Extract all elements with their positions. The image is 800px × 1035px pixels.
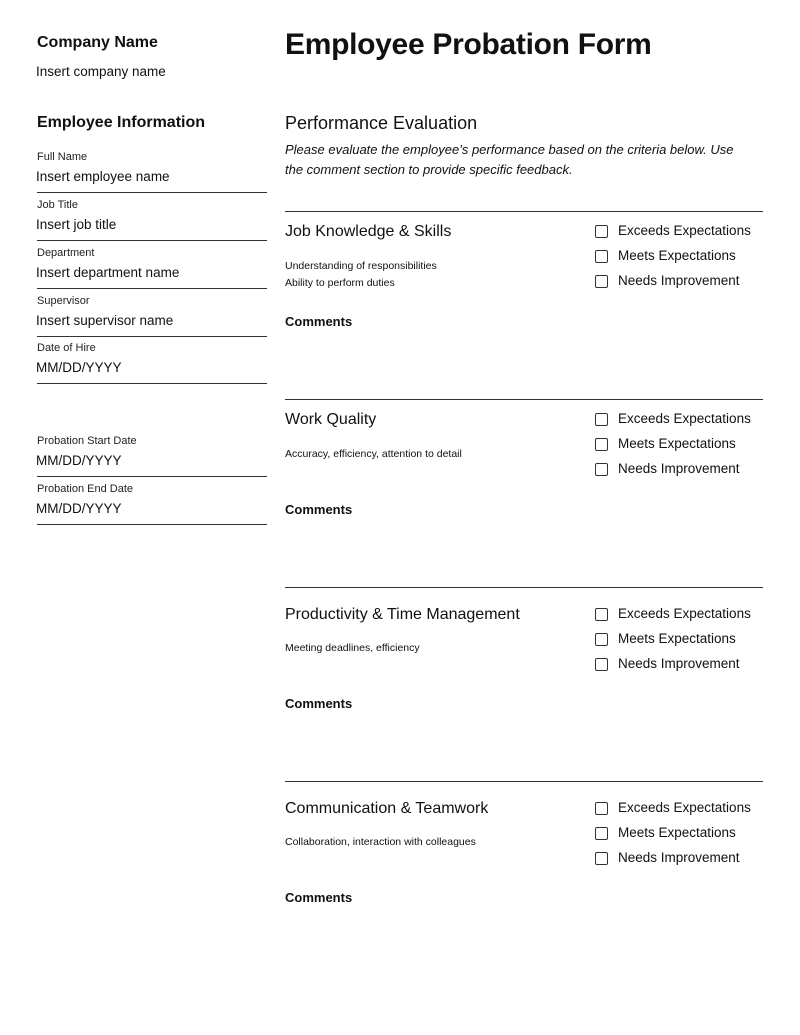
page-title: Employee Probation Form — [285, 28, 652, 61]
option-label: Exceeds Expectations — [618, 800, 751, 815]
full-name-input[interactable]: Insert employee name — [36, 169, 170, 184]
option-label: Needs Improvement — [618, 850, 740, 865]
checkbox[interactable] — [595, 658, 608, 671]
job-title-field[interactable] — [37, 199, 267, 241]
criteria-text: Collaboration, interaction with colleagues — [285, 836, 476, 848]
option-label: Exceeds Expectations — [618, 411, 751, 426]
checkbox[interactable] — [595, 852, 608, 865]
field-label: Full Name — [37, 151, 88, 163]
employee-info-heading: Employee Information — [37, 114, 206, 131]
section-title: Productivity & Time Management — [285, 606, 520, 623]
probation-start-field[interactable] — [37, 435, 267, 477]
checkbox[interactable] — [595, 438, 608, 451]
probation-start-input[interactable]: MM/DD/YYYY — [36, 453, 122, 468]
checkbox[interactable] — [595, 633, 608, 646]
field-label: Probation End Date — [37, 483, 134, 495]
option-label: Meets Expectations — [618, 436, 736, 451]
field-label: Probation Start Date — [37, 435, 137, 447]
criteria-text: Ability to perform duties — [285, 277, 395, 289]
checkbox[interactable] — [595, 802, 608, 815]
option-label: Needs Improvement — [618, 461, 740, 476]
option-label: Exceeds Expectations — [618, 223, 751, 238]
option-label: Needs Improvement — [618, 656, 740, 671]
evaluation-instructions: Please evaluate the employee’s performance based on the criteria below. Use the comment section to provide specific feedback. — [285, 142, 734, 177]
field-label: Date of Hire — [37, 342, 96, 354]
option-label: Exceeds Expectations — [618, 606, 751, 621]
option-label: Meets Expectations — [618, 631, 736, 646]
company-name-field[interactable]: Insert company name — [36, 64, 166, 79]
job-title-input[interactable]: Insert job title — [36, 217, 117, 232]
comments-label: Comments — [285, 696, 353, 711]
section-communication — [285, 781, 763, 962]
checkbox[interactable] — [595, 608, 608, 621]
option-label: Needs Improvement — [618, 273, 740, 288]
checkbox[interactable] — [595, 827, 608, 840]
criteria-text: Meeting deadlines, efficiency — [285, 642, 420, 654]
comments-label: Comments — [285, 890, 353, 905]
date-of-hire-input[interactable]: MM/DD/YYYY — [36, 360, 122, 375]
section-title: Communication & Teamwork — [285, 800, 489, 817]
supervisor-input[interactable]: Insert supervisor name — [36, 313, 174, 328]
date-of-hire-field[interactable] — [37, 342, 267, 384]
comments-label: Comments — [285, 502, 353, 517]
field-label: Department — [37, 247, 95, 259]
company-name-heading: Company Name — [37, 34, 158, 51]
checkbox[interactable] — [595, 275, 608, 288]
section-job-knowledge — [285, 211, 763, 392]
option-label: Meets Expectations — [618, 248, 736, 263]
probation-end-field[interactable] — [37, 483, 267, 525]
comments-label: Comments — [285, 314, 353, 329]
section-title: Job Knowledge & Skills — [285, 223, 452, 240]
section-work-quality — [285, 399, 763, 580]
criteria-text: Understanding of responsibilities — [285, 260, 437, 272]
criteria-text: Accuracy, efficiency, attention to detail — [285, 448, 462, 460]
probation-end-input[interactable]: MM/DD/YYYY — [36, 501, 122, 516]
checkbox[interactable] — [595, 250, 608, 263]
option-label: Meets Expectations — [618, 825, 736, 840]
field-label: Supervisor — [37, 295, 90, 307]
checkbox[interactable] — [595, 413, 608, 426]
checkbox[interactable] — [595, 225, 608, 238]
checkbox[interactable] — [595, 463, 608, 476]
evaluation-heading: Performance Evaluation — [285, 113, 478, 133]
field-label: Job Title — [37, 199, 78, 211]
section-productivity — [285, 587, 763, 768]
department-field[interactable] — [37, 247, 267, 289]
section-title: Work Quality — [285, 411, 377, 428]
department-input[interactable]: Insert department name — [36, 265, 180, 280]
supervisor-field[interactable] — [37, 295, 267, 337]
full-name-field[interactable] — [37, 151, 267, 193]
